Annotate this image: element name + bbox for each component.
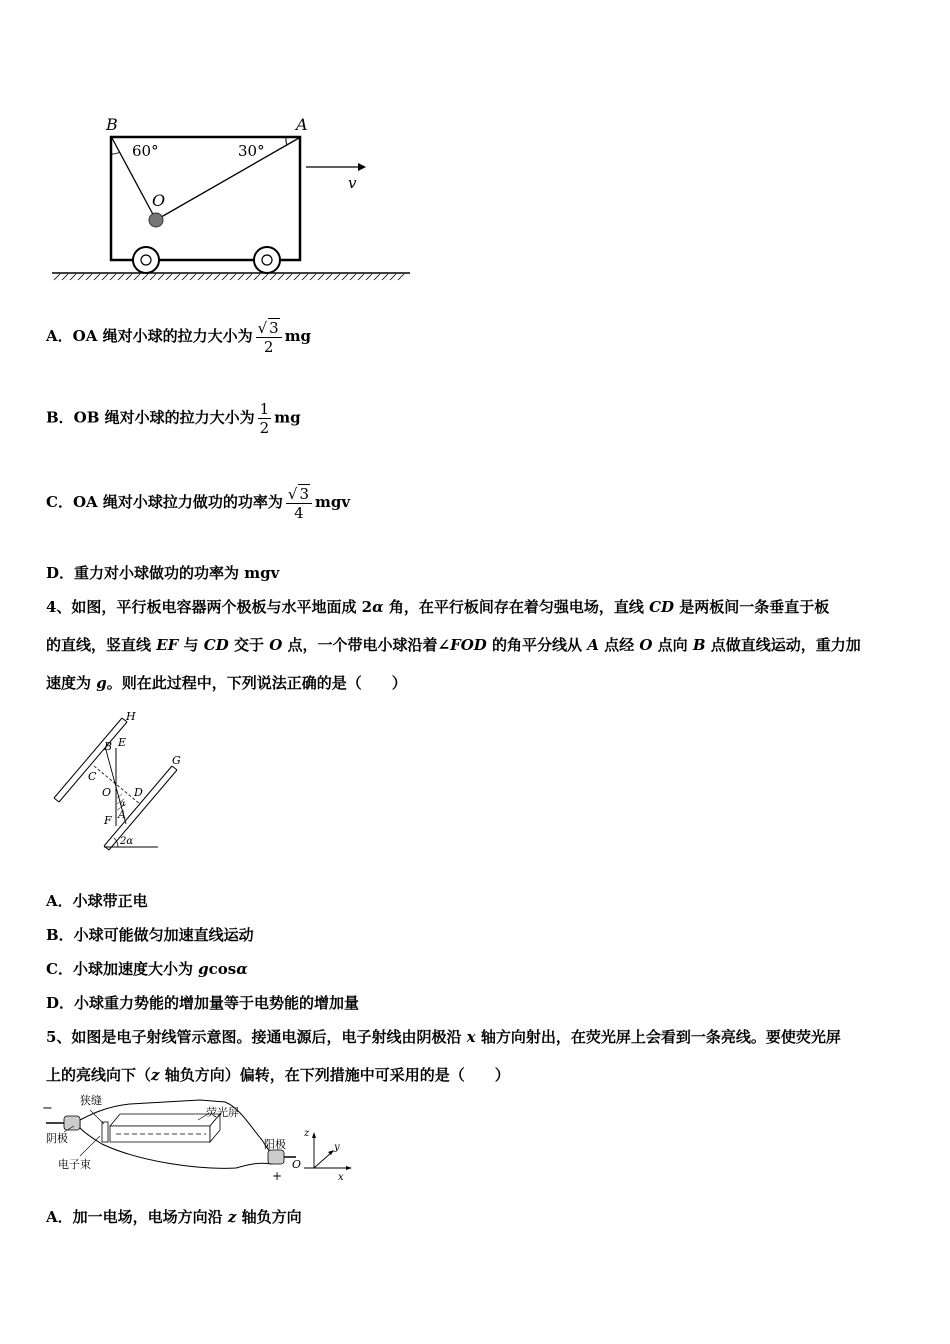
cathode-cylinder [64, 1116, 80, 1130]
label-D: D [134, 786, 143, 799]
cart-figure [40, 110, 420, 290]
label-y: y [334, 1142, 340, 1153]
label-C: C [88, 770, 97, 783]
label-slit: 狭缝 [80, 1094, 102, 1107]
q4-option-a: A．小球带正电 [46, 892, 148, 910]
q5-option-a: A．加一电场，电场方向沿 z 轴负方向 [46, 1208, 302, 1226]
wheel-right [254, 247, 280, 273]
fraction-sqrt3-over-4: $\frac{√ 3}{4}$ [286, 484, 312, 522]
q4-stem: 4、如图，平行板电容器两个极板与水平地面成 2α 角，在平行板间存在着匀强电场，直线 CD 是两板间一条垂直于板 的直线，竖直线 EF 与 CD 交于 O 点，一个带电小球沿着∠FOD 的角平分线从 A 点经 O 点向 B 点做直线运动，重力加 速度为 g。则在此过程中，下列说法正确的是（ ） [46, 598, 861, 692]
label-E: E [118, 736, 127, 749]
label-H: H [126, 710, 136, 723]
slit-plate [102, 1122, 108, 1142]
q5-stem: 5、如图是电子射线管示意图。接通电源后，电子射线由阴极沿 x 轴方向射出，在荧光屏上会看到一条亮线。要使荧光屏 上的亮线向下（z 轴负方向）偏转，在下列措施中可采用的是（ ） [46, 1028, 841, 1084]
angle-30: 30° [238, 142, 265, 160]
label-O: O [152, 191, 166, 210]
q4-option-b: B．小球可能做匀加速直线运动 [46, 926, 254, 944]
label-O: O [292, 1158, 302, 1171]
capacitor-figure [46, 706, 196, 856]
label-B: B [104, 740, 113, 753]
label-beam: 电子束 [58, 1158, 91, 1171]
q3-option-d: D．重力对小球做功的功率为 mgv [46, 564, 280, 582]
label-z: z [304, 1128, 310, 1139]
ground-hatch [54, 274, 404, 280]
q4-option-c: C．小球加速度大小为 gcosα [46, 960, 248, 978]
wheel-left [133, 247, 159, 273]
label-v: v [348, 174, 357, 192]
label-B: B [106, 115, 118, 134]
label-alpha: α [120, 799, 126, 808]
angle-60: 60° [132, 142, 159, 160]
angle-arc-A [286, 138, 287, 145]
label-G: G [172, 754, 181, 767]
label-A: A [296, 115, 308, 134]
label-cathode: 阴极 [46, 1132, 68, 1145]
crt-figure [40, 1092, 360, 1182]
fraction-sqrt3-over-2: $\frac{√ 3}{2}$ [256, 318, 282, 356]
angle-arc-B [112, 152, 120, 154]
label-minus: − [42, 1101, 53, 1116]
label-2alpha: 2α [120, 836, 134, 847]
fraction-1-over-2: $\frac{1}{2}$ [259, 400, 270, 437]
right-plate [104, 766, 177, 850]
label-x: x [338, 1172, 344, 1182]
q4-option-d: D．小球重力势能的增加量等于电势能的增加量 [46, 994, 360, 1012]
label-plus: + [272, 1169, 283, 1182]
label-anode: 阳极 [264, 1138, 286, 1151]
q3-option-b: B．OB 绳对小球的拉力大小为 $\frac{1}{2}$ mg [46, 400, 301, 437]
q3-option-c: C．OA 绳对小球拉力做功的功率为 $\frac{√ 3}{4}$ mgv [46, 485, 351, 522]
axes [304, 1136, 350, 1168]
label-O: O [102, 786, 112, 799]
label-F: F [104, 814, 112, 827]
rope-OA [156, 138, 299, 220]
ball [149, 213, 163, 227]
q3-option-a: A．OA 绳对小球的拉力大小为 $\frac{√ 3}{2}$ mg [46, 319, 312, 356]
label-screen: 荧光屏 [206, 1106, 239, 1119]
label-A: A [118, 808, 126, 821]
anode-cylinder [268, 1150, 284, 1164]
